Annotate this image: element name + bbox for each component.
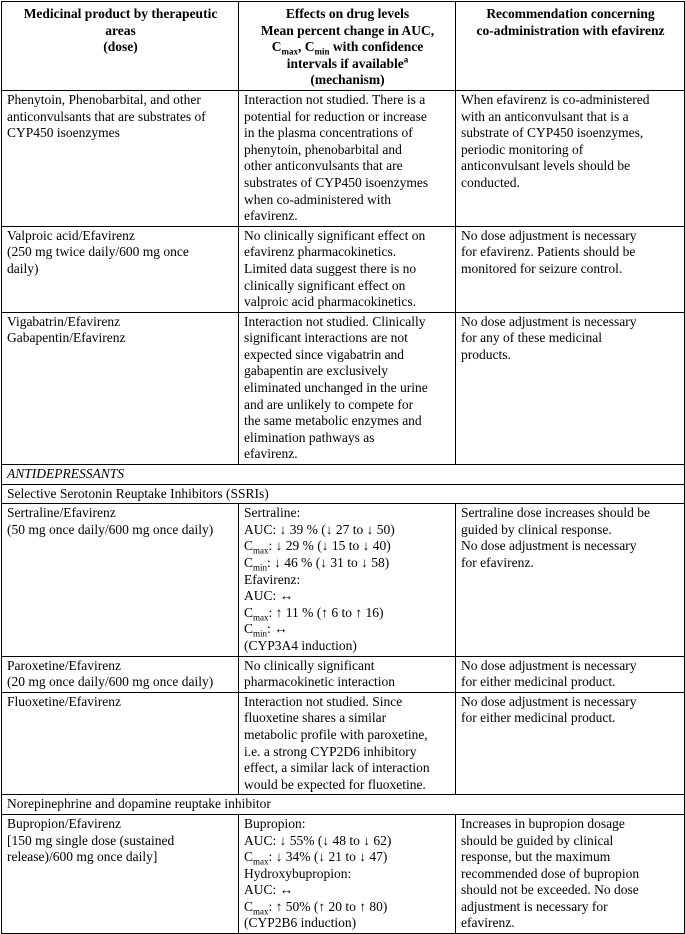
subsection-row: [2, 484, 685, 504]
section-row: [2, 465, 685, 485]
subsection-ndri: Norepinephrine and dopamine reuptake inhibitor: [2, 795, 685, 815]
recommendation-cell: Sertraline dose increases should be guided by clinical response. No dose adjustment is necessary for efavirenz.: [456, 504, 685, 656]
effect-cell: Interaction not studied. Since fluoxetine shares a similar metabolic profile with paroxetine, i.e. a strong CYP2D6 inhibitory effect, a similar lack of interaction would be expected for fluoxetine.: [239, 692, 456, 795]
product-cell: Fluoxetine/Efavirenz: [2, 692, 239, 795]
effect-cell: Interaction not studied. Clinically significant interactions are not expected since vigabatrin and gabapentin are exclusively eliminated unchanged in the urine and are unlikely to compete for the same metabolic enzymes and elimination pathways as efavirenz.: [239, 312, 456, 464]
table-row: [2, 312, 685, 464]
table-row: [2, 692, 685, 795]
table-row: [2, 90, 685, 226]
interaction-table: [1, 1, 685, 934]
table-row: [2, 504, 685, 656]
effect-cell: Bupropion: AUC: ↓ 55% (↓ 48 to ↓ 62) $C_{max}$: ↓ 34% (↓ 21 to ↓ 47) Hydroxybupropion: AUC: ↔ $C_{max}$: ↑ 50% (↑ 20 to ↑ 80) (CYP2B6 induction): [239, 814, 456, 933]
recommendation-cell: No dose adjustment is necessary for any of these medicinal products.: [456, 312, 685, 464]
subsection-row: [2, 795, 685, 815]
product-cell: Vigabatrin/Efavirenz Gabapentin/Efavirenz: [2, 312, 239, 464]
recommendation-cell: Increases in bupropion dosage should be guided by clinical response, but the maximum recommended dose of bupropion should not be exceeded. No dose adjustment is necessary for efavirenz.: [456, 814, 685, 933]
product-cell: Bupropion/Efavirenz [150 mg single dose (sustained release)/600 mg once daily]: [2, 814, 239, 933]
header-product: Medicinal product by therapeutic areas (dose): [2, 2, 239, 91]
product-cell: Sertraline/Efavirenz (50 mg once daily/600 mg once daily): [2, 504, 239, 656]
product-cell: Valproic acid/Efavirenz (250 mg twice daily/600 mg once daily): [2, 226, 239, 312]
effect-cell: No clinically significant effect on efavirenz pharmacokinetics. Limited data suggest there is no clinically significant effect on valproic acid pharmacokinetics.: [239, 226, 456, 312]
recommendation-cell: No dose adjustment is necessary for efavirenz. Patients should be monitored for seizure control.: [456, 226, 685, 312]
header-recommendation: Recommendation concerning co-administration with efavirenz: [456, 2, 685, 91]
effect-cell: No clinically significant pharmacokinetic interaction: [239, 656, 456, 692]
recommendation-cell: No dose adjustment is necessary for either medicinal product.: [456, 692, 685, 795]
table-header-row: [2, 2, 685, 91]
subsection-ssri: Selective Serotonin Reuptake Inhibitors (SSRIs): [2, 484, 685, 504]
effect-cell: Sertraline: AUC: ↓ 39 % (↓ 27 to ↓ 50) $C_{max}$: ↓ 29 % (↓ 15 to ↓ 40) $C_{min}$: ↓ 46 % (↓ 31 to ↓ 58) Efavirenz: AUC: ↔ $C_{max}$: ↑ 11 % (↑ 6 to ↑ 16) $C_{min}$: ↔ (CYP3A4 induction): [239, 504, 456, 656]
product-cell: Paroxetine/Efavirenz (20 mg once daily/600 mg once daily): [2, 656, 239, 692]
recommendation-cell: When efavirenz is co-administered with an anticonvulsant that is a substrate of CYP450 isoenzymes, periodic monitoring of anticonvulsant levels should be conducted.: [456, 90, 685, 226]
recommendation-cell: No dose adjustment is necessary for either medicinal product.: [456, 656, 685, 692]
table-row: [2, 814, 685, 933]
section-antidepressants: ANTIDEPRESSANTS: [2, 465, 685, 485]
product-cell: Phenytoin, Phenobarbital, and other anticonvulsants that are substrates of CYP450 isoenzymes: [2, 90, 239, 226]
table-row: [2, 656, 685, 692]
table-row: [2, 226, 685, 312]
header-effects: Effects on drug levels Mean percent change in AUC, $C_{max}$, $C_{min}$ with confidence intervals if available$^a$ (mechanism): [239, 2, 456, 91]
effect-cell: Interaction not studied. There is a potential for reduction or increase in the plasma concentrations of phenytoin, phenobarbital and other anticonvulsants that are substrates of CYP450 isoenzymes when co-administered with efavirenz.: [239, 90, 456, 226]
